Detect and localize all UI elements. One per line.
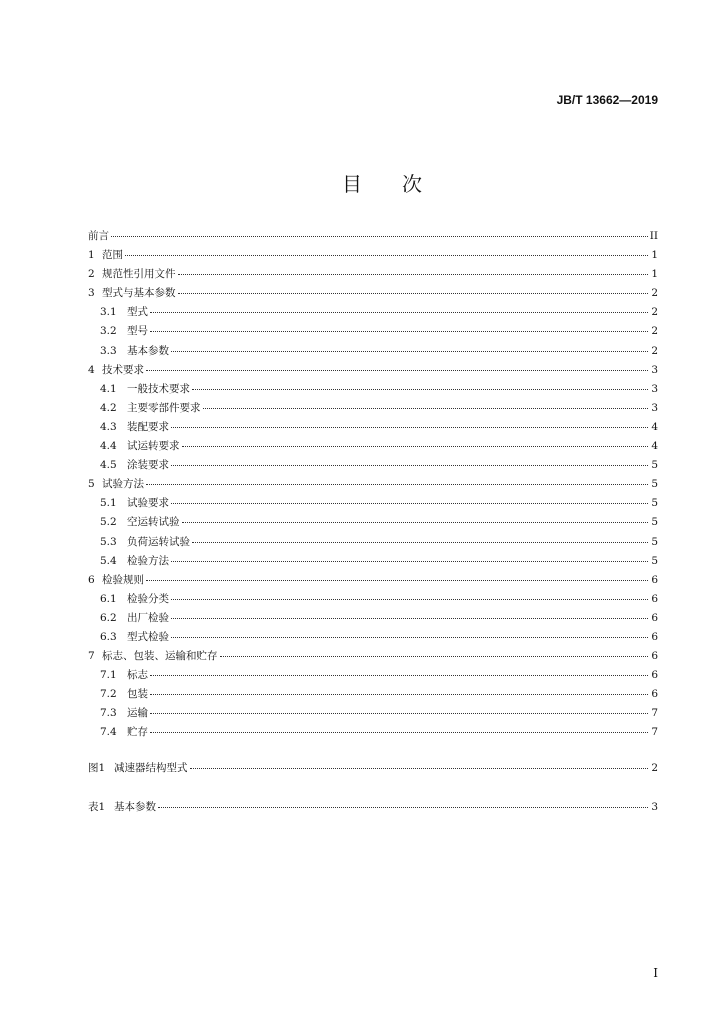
toc-entry-number: 4.4 bbox=[100, 440, 117, 453]
toc-entry-heading bbox=[88, 760, 188, 775]
toc-entry-heading bbox=[88, 266, 176, 281]
toc-entry-label: 包装 bbox=[127, 688, 148, 701]
toc-entry-heading bbox=[88, 400, 201, 415]
toc-entry-heading bbox=[88, 591, 169, 606]
toc-entry-heading bbox=[88, 572, 144, 587]
toc-entry-number: 3.2 bbox=[100, 325, 117, 338]
toc-leader-dots bbox=[171, 351, 648, 352]
toc-entry[interactable] bbox=[88, 686, 658, 705]
toc-entry-heading bbox=[88, 228, 109, 243]
toc-leader-dots bbox=[146, 580, 648, 581]
toc-leader-dots bbox=[150, 694, 648, 695]
toc-entry-heading bbox=[88, 419, 169, 434]
page-title: 目次 bbox=[342, 172, 462, 196]
toc-entry-page: 3 bbox=[651, 382, 658, 395]
toc-entry-page: 2 bbox=[651, 344, 658, 357]
toc-entry-label: 基本参数 bbox=[114, 800, 156, 813]
toc-entry[interactable] bbox=[88, 476, 658, 495]
toc-leader-dots bbox=[203, 408, 649, 409]
toc-entry[interactable] bbox=[88, 323, 658, 342]
toc-entry-label: 技术要求 bbox=[102, 363, 144, 376]
toc-entry[interactable] bbox=[88, 799, 658, 818]
toc-entry-page: 5 bbox=[651, 554, 658, 567]
toc-entry-page: 2 bbox=[651, 287, 658, 300]
toc-entry-heading bbox=[88, 362, 144, 377]
toc-entry[interactable] bbox=[88, 591, 658, 610]
toc-entry-number: 6 bbox=[88, 573, 95, 586]
toc-entry-number: 5.2 bbox=[100, 516, 117, 529]
toc-entry-heading bbox=[88, 457, 169, 472]
toc-entry[interactable] bbox=[88, 247, 658, 266]
table-of-contents bbox=[88, 228, 658, 818]
toc-entry-heading bbox=[88, 323, 148, 338]
toc-entry-label: 涂装要求 bbox=[127, 459, 169, 472]
toc-entry[interactable] bbox=[88, 457, 658, 476]
toc-entry-page: 4 bbox=[651, 420, 658, 433]
toc-entry-heading bbox=[88, 343, 169, 358]
toc-entry-number: 3 bbox=[88, 287, 95, 300]
toc-leader-dots bbox=[150, 312, 648, 313]
toc-entry-page: 6 bbox=[651, 669, 658, 682]
toc-leader-dots bbox=[182, 522, 649, 523]
toc-entry-number: 7.3 bbox=[100, 707, 117, 720]
toc-entry-page: 6 bbox=[651, 630, 658, 643]
toc-leader-dots bbox=[171, 503, 648, 504]
toc-entry-label: 范围 bbox=[102, 249, 123, 262]
toc-entry-label: 贮存 bbox=[127, 726, 148, 739]
toc-entry-number: 7.4 bbox=[100, 726, 117, 739]
toc-entry[interactable] bbox=[88, 648, 658, 667]
toc-leader-dots bbox=[125, 255, 648, 256]
toc-entry-label: 型式与基本参数 bbox=[102, 287, 176, 300]
toc-entry[interactable] bbox=[88, 266, 658, 285]
toc-entry-heading bbox=[88, 247, 123, 262]
toc-entry-number: 6.1 bbox=[100, 592, 117, 605]
toc-entry[interactable] bbox=[88, 572, 658, 591]
toc-entry-page: 6 bbox=[651, 650, 658, 663]
toc-entry[interactable] bbox=[88, 419, 658, 438]
toc-leader-dots bbox=[146, 484, 648, 485]
toc-entry-page: 2 bbox=[651, 325, 658, 338]
toc-entry[interactable] bbox=[88, 705, 658, 724]
toc-entry[interactable] bbox=[88, 304, 658, 323]
toc-entry-page: 5 bbox=[651, 459, 658, 472]
toc-entry-number: 2 bbox=[88, 268, 95, 281]
toc-entry-heading bbox=[88, 476, 144, 491]
toc-entry-label: 型号 bbox=[127, 325, 148, 338]
toc-entry-number: 3.1 bbox=[100, 306, 117, 319]
toc-entry-label: 检验规则 bbox=[102, 573, 144, 586]
toc-entry-label: 装配要求 bbox=[127, 420, 169, 433]
toc-leader-dots bbox=[171, 465, 648, 466]
toc-entry-label: 运输 bbox=[127, 707, 148, 720]
toc-entry[interactable] bbox=[88, 760, 658, 779]
toc-entry-number: 4.1 bbox=[100, 382, 117, 395]
toc-leader-dots bbox=[171, 599, 648, 600]
toc-leader-dots bbox=[111, 236, 648, 237]
toc-entry-number: 4 bbox=[88, 363, 95, 376]
toc-entry-label: 试验要求 bbox=[127, 497, 169, 510]
toc-leader-dots bbox=[182, 446, 649, 447]
toc-entry-heading bbox=[88, 381, 190, 396]
toc-entry-number: 图1 bbox=[88, 761, 106, 774]
toc-entry-heading bbox=[88, 534, 190, 549]
toc-spacer bbox=[88, 779, 658, 799]
toc-entry-label: 规范性引用文件 bbox=[102, 268, 176, 281]
toc-entry[interactable] bbox=[88, 285, 658, 304]
toc-entry[interactable] bbox=[88, 629, 658, 648]
toc-entry-page: 1 bbox=[651, 249, 658, 262]
toc-entry[interactable] bbox=[88, 343, 658, 362]
toc-entry-label: 检验分类 bbox=[127, 592, 169, 605]
toc-entry-page: 7 bbox=[651, 707, 658, 720]
toc-entry[interactable] bbox=[88, 228, 658, 247]
toc-entry-label: 负荷运转试验 bbox=[127, 535, 190, 548]
toc-leader-dots bbox=[192, 389, 648, 390]
toc-entry[interactable] bbox=[88, 495, 658, 514]
toc-entry-page: 5 bbox=[651, 516, 658, 529]
toc-entry-page: 3 bbox=[651, 363, 658, 376]
toc-entry-page: 2 bbox=[651, 306, 658, 319]
toc-entry-page: 5 bbox=[651, 497, 658, 510]
toc-entry[interactable] bbox=[88, 438, 658, 457]
toc-entry[interactable] bbox=[88, 553, 658, 572]
toc-entry-label: 一般技术要求 bbox=[127, 382, 190, 395]
toc-entry-heading bbox=[88, 648, 218, 663]
toc-leader-dots bbox=[178, 293, 649, 294]
toc-entry-label: 试运转要求 bbox=[127, 440, 180, 453]
toc-entry-heading bbox=[88, 495, 169, 510]
toc-entry-number: 6.3 bbox=[100, 630, 117, 643]
toc-leader-dots bbox=[220, 656, 649, 657]
toc-entry-number: 5.4 bbox=[100, 554, 117, 567]
toc-entry[interactable] bbox=[88, 514, 658, 533]
toc-entry-number: 6.2 bbox=[100, 611, 117, 624]
toc-entry[interactable] bbox=[88, 534, 658, 553]
toc-entry-label: 减速器结构型式 bbox=[114, 761, 188, 774]
toc-entry[interactable] bbox=[88, 400, 658, 419]
toc-leader-dots bbox=[150, 331, 648, 332]
toc-leader-dots bbox=[171, 637, 648, 638]
toc-leader-dots bbox=[192, 542, 648, 543]
toc-leader-dots bbox=[190, 768, 649, 769]
toc-entry[interactable] bbox=[88, 610, 658, 629]
toc-entry-label: 空运转试验 bbox=[127, 516, 180, 529]
toc-leader-dots bbox=[171, 561, 648, 562]
toc-entry-heading bbox=[88, 553, 169, 568]
toc-entry-label: 检验方法 bbox=[127, 554, 169, 567]
toc-entry-label: 型式 bbox=[127, 306, 148, 319]
toc-entry-page: 7 bbox=[651, 726, 658, 739]
toc-entry-heading bbox=[88, 799, 156, 814]
toc-entry-number: 5.1 bbox=[100, 497, 117, 510]
toc-entry-heading bbox=[88, 705, 148, 720]
toc-entry-page: 1 bbox=[651, 268, 658, 281]
toc-leader-dots bbox=[171, 427, 648, 428]
toc-entry-number: 5.3 bbox=[100, 535, 117, 548]
toc-table-entries bbox=[88, 799, 658, 818]
toc-spacer bbox=[88, 744, 658, 760]
toc-entry-page: 5 bbox=[651, 478, 658, 491]
toc-entry-heading bbox=[88, 438, 180, 453]
toc-entry-number: 1 bbox=[88, 249, 95, 262]
toc-entry-page: 2 bbox=[651, 761, 658, 774]
toc-entry-label: 基本参数 bbox=[127, 344, 169, 357]
toc-entry-page: 5 bbox=[651, 535, 658, 548]
page-number: I bbox=[653, 966, 658, 980]
toc-entry-page: 6 bbox=[651, 573, 658, 586]
toc-leader-dots bbox=[158, 807, 648, 808]
toc-entry-heading bbox=[88, 629, 169, 644]
toc-entry-heading bbox=[88, 667, 148, 682]
toc-leader-dots bbox=[178, 274, 649, 275]
toc-leader-dots bbox=[171, 618, 648, 619]
toc-entry[interactable] bbox=[88, 381, 658, 400]
toc-entry-number: 7 bbox=[88, 650, 95, 663]
toc-entry-label: 试验方法 bbox=[102, 478, 144, 491]
toc-entry-label: 出厂检验 bbox=[127, 611, 169, 624]
toc-entry[interactable] bbox=[88, 362, 658, 381]
toc-entry-number: 4.5 bbox=[100, 459, 117, 472]
toc-entry-label: 型式检验 bbox=[127, 630, 169, 643]
toc-entry-number: 4.2 bbox=[100, 401, 117, 414]
toc-entry-page: 6 bbox=[651, 611, 658, 624]
toc-entry-page: II bbox=[649, 230, 658, 242]
toc-entry-heading bbox=[88, 285, 176, 300]
standard-code: JB/T 13662—2019 bbox=[556, 93, 658, 107]
toc-leader-dots bbox=[150, 732, 648, 733]
toc-entry-heading bbox=[88, 686, 148, 701]
toc-entry-number: 7.2 bbox=[100, 688, 117, 701]
toc-entry-heading bbox=[88, 724, 148, 739]
toc-main-entries bbox=[88, 228, 658, 744]
toc-entry-page: 4 bbox=[651, 440, 658, 453]
toc-leader-dots bbox=[150, 713, 648, 714]
toc-entry-page: 3 bbox=[651, 800, 658, 813]
toc-entry-heading bbox=[88, 514, 180, 529]
toc-entry-page: 6 bbox=[651, 592, 658, 605]
toc-entry-number: 3.3 bbox=[100, 344, 117, 357]
toc-entry-label: 主要零部件要求 bbox=[127, 401, 201, 414]
toc-entry-number: 7.1 bbox=[100, 669, 117, 682]
toc-entry-label: 前言 bbox=[88, 230, 109, 242]
toc-entry-label: 标志、包装、运输和贮存 bbox=[102, 650, 218, 663]
toc-entry-number: 5 bbox=[88, 478, 95, 491]
toc-leader-dots bbox=[150, 675, 648, 676]
toc-entry-number: 表1 bbox=[88, 800, 106, 813]
toc-entry-page: 3 bbox=[651, 401, 658, 414]
toc-entry-number: 4.3 bbox=[100, 420, 117, 433]
toc-entry[interactable] bbox=[88, 667, 658, 686]
toc-leader-dots bbox=[146, 370, 648, 371]
toc-entry[interactable] bbox=[88, 724, 658, 743]
toc-entry-page: 6 bbox=[651, 688, 658, 701]
toc-entry-label: 标志 bbox=[127, 669, 148, 682]
toc-figure-entries bbox=[88, 760, 658, 779]
toc-entry-heading bbox=[88, 610, 169, 625]
toc-entry-heading bbox=[88, 304, 148, 319]
